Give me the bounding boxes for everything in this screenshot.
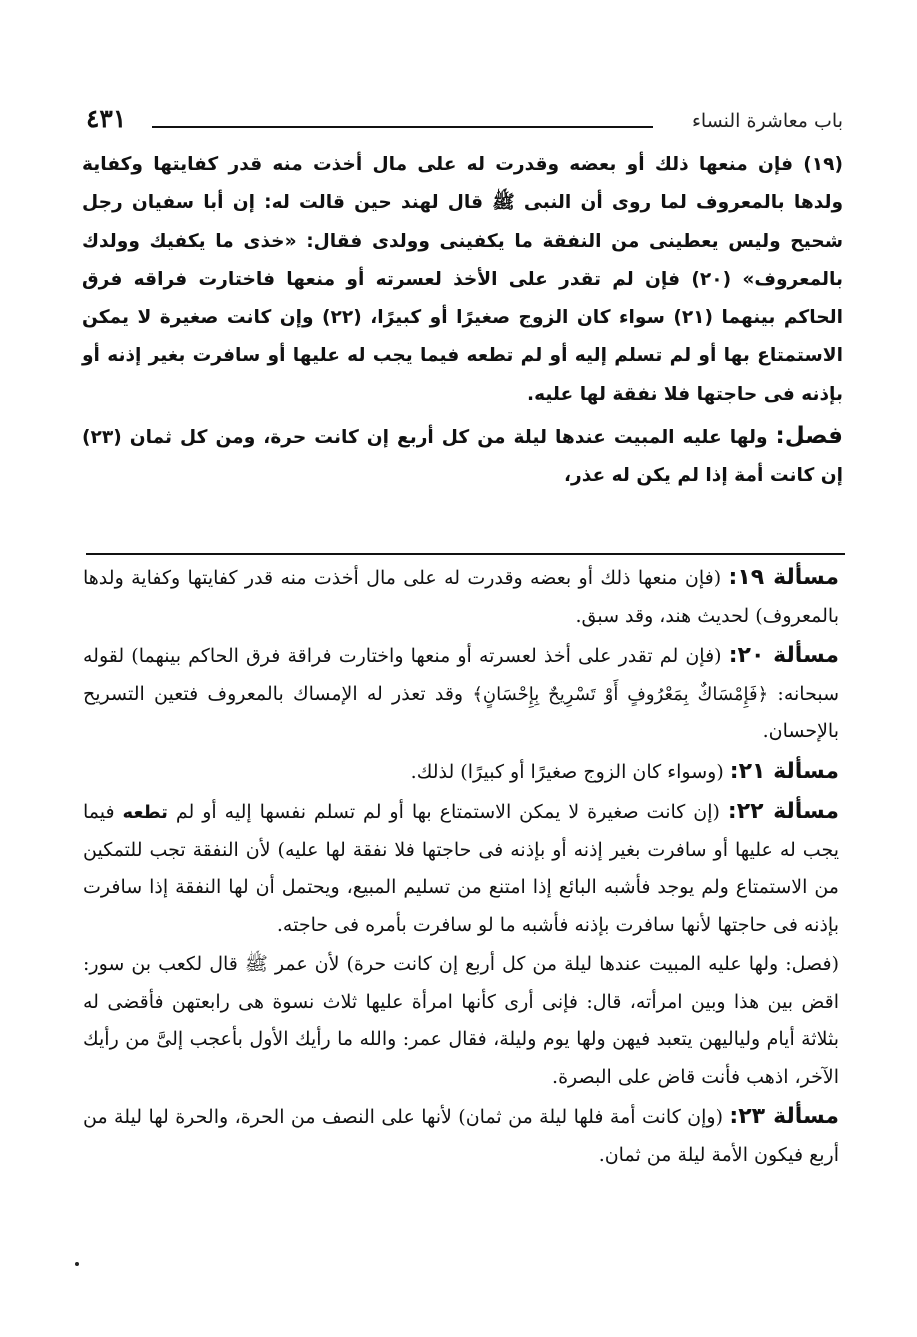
masala-label: مسألة ٢٢: (727, 799, 840, 824)
commentary-paragraph-19 (83, 559, 839, 635)
page-header (86, 106, 843, 140)
masala-text-cont: فيما يجب له عليها أو سافرت بغير إذنه أو بإذنه فى حاجتها فلا نفقة لها عليه) لأن النفقة تجب للتمكين من الاستمتاع ولم يوجد فأشبه البائع إذا امتنع من تسليم المبيع، ويحتمل أن لها النفقة إذا سافرت بإذنه فى حاجتها لأنها سافرت بإذنه فأشبه ما لو سافرت بأمره فى حاجته. (83, 801, 839, 936)
quran-verse: ﴿فَإِمْسَاكٌ بِمَعْرُوفٍ أَوْ تَسْرِيحٌ بِإِحْسَانٍ﴾ (472, 683, 769, 705)
masala-label: مسألة ١٩: (728, 565, 840, 590)
fasl-text: ولها عليه المبيت عندها ليلة من كل أربع إن كانت حرة، ومن كل ثمان (٢٣) إن كانت أمة إذا لم يكن له عذر، (82, 427, 843, 487)
masala-label: مسألة ٢٠: (728, 643, 840, 668)
masala-text: (فإن لم تقدر على أخذ لعسرته أو منعها واختارت فراقة فرق الحاكم بينهما) لقوله سبحانه: (83, 645, 839, 705)
masala-text-cont: وقد تعذر له الإمساك بالمعروف فتعين التسريح بالإحسان. (83, 682, 839, 742)
masala-text: (إن كانت صغيرة لا يمكن الاستمتاع بها أو لم تسلم نفسها إليه أو لم (167, 801, 728, 823)
page-number: ٤٣١ (86, 104, 127, 133)
commentary (83, 559, 839, 1176)
main-fasl-paragraph (82, 417, 843, 496)
masala-text: (وإن كانت أمة فلها ليلة من ثمان) لأنها على النصف من الحرة، والحرة لها ليلة من أربع فيكون الأمة ليلة من ثمان. (83, 1106, 839, 1166)
masala-text: (فإن منعها ذلك أو بعضه وقدرت له على مال أخذت منه قدر كفايتها وكفاية ولدها بالمعروف) لحديث هند، وقد سبق. (83, 567, 839, 627)
main-text (82, 146, 843, 496)
commentary-paragraph-22 (83, 793, 839, 944)
masala-text: (وسواء كان الزوج صغيرًا أو كبيرًا) لذلك. (410, 760, 730, 783)
commentary-paragraph-23 (83, 1098, 839, 1174)
margin-dot (75, 1262, 79, 1266)
main-paragraph: (١٩) فإن منعها ذلك أو بعضه وقدرت له على مال أخذت منه قدر كفايتها وكفاية ولدها بالمعروف لما روى أن النبى ﷺ قال لهند حين قالت له: إن أبا سفيان رجل شحيح وليس يعطينى من النفقة ما يكفينى وولدى فقال: «خذى ما يكفيك وولدك بالمعروف» (٢٠) فإن لم تقدر على الأخذ لعسرته أو منعها فاختارت فراقه فرق الحاكم بينهما (٢١) سواء كان الزوج صغيرًا أو كبيرًا، (٢٢) وإن كانت صغيرة لا يمكن الاستمتاع بها أو لم تسلم إليه أو لم تطعه فيما يجب له عليها أو سافرت بغير إذنه أو بإذنه فى حاجتها فلا نفقة لها عليه. (82, 154, 843, 405)
chapter-title: باب معاشرة النساء (691, 110, 843, 132)
masala-label: مسألة ٢١: (729, 758, 839, 784)
masala-label: مسألة ٢٣: (729, 1104, 839, 1129)
header-rule (152, 126, 653, 128)
bold-word: تطعه (122, 802, 168, 823)
fasl-keyword: فصل: (775, 423, 843, 450)
footnote-separator (86, 553, 845, 555)
commentary-paragraph-21 (83, 753, 839, 792)
commentary-paragraph-20 (83, 637, 839, 751)
commentary-fasl-paragraph: (فصل: ولها عليه المبيت عندها ليلة من كل أربع إن كانت حرة) لأن عمر ﷺ قال لكعب بن سور: اقض بين هذا وبين امرأته، قال: فإنى أرى كأنها امرأة عليها ثلاث نسوة هى رابعتهن فأقضى له بثلاثة أيام ولياليهن يتعبد فيهن ولها يوم وليلة، فقال عمر: والله ما رأيك الأول بأعجب إلىَّ من رأيك الآخر، اذهب فأنت قاض على البصرة. (83, 953, 839, 1088)
